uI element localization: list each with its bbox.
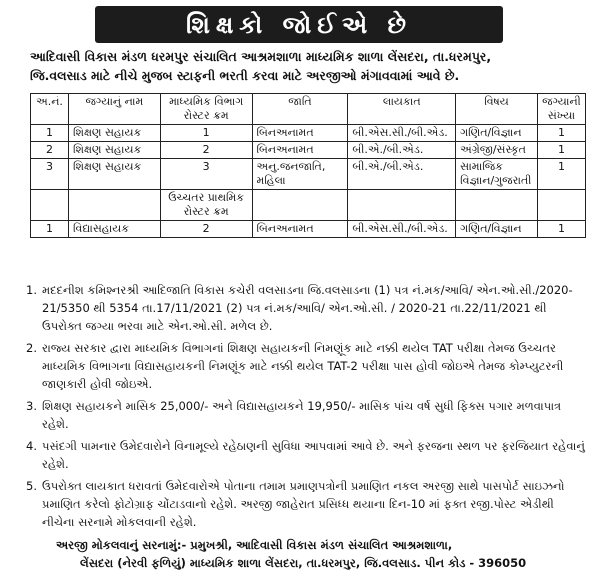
cell-count: 1 bbox=[537, 159, 585, 190]
cell-caste: બિનઅનામત bbox=[252, 125, 348, 142]
table-row bbox=[31, 142, 586, 159]
intro-line-1: આદિવાસી વિકાસ મંડળ ધરમપુર સંચાલિત આશ્રમશાળા માધ્યમિક શાળા લેંસદરા, તા.ધરમપુર, bbox=[30, 49, 492, 64]
address-block bbox=[56, 536, 586, 572]
cell-qualification: બી.એ./બી.એડ. bbox=[348, 142, 456, 159]
address-label: અરજી મોકલવાનું સરનામું:- bbox=[56, 538, 187, 552]
list-item: 3. શિક્ષણ સહાયકને માસિક 25,000/- અને વિદ્યાસહાયકને 19,950/- માસિક પાંચ વર્ષ સુધી ફિક્સ પગાર મળવાપાત્ર રહેશે. bbox=[26, 399, 562, 431]
cell-subject: ગણિત/વિજ્ઞાન bbox=[456, 125, 538, 142]
vacancy-table bbox=[30, 93, 586, 238]
header-post: જગ્યાનું નામ bbox=[68, 94, 160, 125]
cell-count: 1 bbox=[537, 142, 585, 159]
cell-subject: ગણિત/વિજ્ઞાન bbox=[456, 221, 538, 238]
list-item: 4. પસંદગી પામનાર ઉમેદવારોને વિનામૂલ્યે રહેઠાણની સુવિધા આપવામાં આવે છે. અને ફરજના સ્થળ પર ફરજિયાત રહેવાનું રહેશે. bbox=[26, 439, 585, 471]
cell-post: શિક્ષણ સહાયક bbox=[68, 142, 160, 159]
list-item: 2. રાજ્ય સરકાર દ્વારા માધ્યમિક વિભાગનાં શિક્ષણ સહાયકની નિમણૂંક માટે નક્કી થયેલ TAT પરીક્ષા તેમજ ઉચ્ચતર માધ્યમિક વિભાગના વિદ્યાસહાયકની નિમણૂંક માટે નક્કી થયેલ TAT-2 પરીક્ષા પાસ હોવી જોઇએ તેમજ કોમ્પ્યુટરની જાણકારી હોવી જોઇએ. bbox=[26, 341, 564, 391]
cell-roster-heading: ઉચ્ચતર પ્રાથમિક રોસ્ટર ક્રમ bbox=[160, 190, 252, 221]
cell-sr: 1 bbox=[31, 125, 69, 142]
list-item: 1. મદદનીશ કમિશ્નરશ્રી આદિજાતિ વિકાસ કચેરી વલસાડના જિ.વલસાડના (1) પત્ર નં.મક/આવિ/ એન.ઓ.સી./2020-21/5350 થી 5354 તા.17/11/2021 (2) પત્ર નં.મક/આવિ/ એન.ઓ.સી. / 2020-21 તા.22/11/2021 થી ઉપરોક્ત જગ્યા ભરવા માટે એન.ઓ.સી. મળેલ છે. bbox=[26, 283, 573, 333]
address-line-1: પ્રમુખશ્રી, આદિવાસી વિકાસ મંડળ સંચાલિત આશ્રમશાળા, bbox=[190, 538, 453, 552]
cell-qualification: બી.એસ.સી./બી.એડ. bbox=[348, 125, 456, 142]
cell-caste: બિનઅનામત bbox=[252, 221, 348, 238]
cell-qualification: બી.એ./બી.એડ. bbox=[348, 159, 456, 190]
cell-roster: 2 bbox=[160, 142, 252, 159]
cell-roster: 3 bbox=[160, 159, 252, 190]
terms-list bbox=[26, 281, 588, 535]
cell-caste: બિનઅનામત bbox=[252, 142, 348, 159]
cell-count: 1 bbox=[537, 125, 585, 142]
table-row bbox=[31, 125, 586, 142]
cell-post: શિક્ષણ સહાયક bbox=[68, 159, 160, 190]
header-sr: અ.નં. bbox=[31, 94, 69, 125]
intro-line-2: જિ.વલસાડ માટે નીચે મુજબ સ્ટાફની ભરતી કરવા માટે અરજીઓ મંગાવવામાં આવે છે. bbox=[30, 68, 460, 83]
cell-sr: 3 bbox=[31, 159, 69, 190]
cell-subject: સામાજિક વિજ્ઞાન/ગુજરાતી bbox=[456, 159, 538, 190]
cell-roster: 2 bbox=[160, 221, 252, 238]
header-caste: જાતિ bbox=[252, 94, 348, 125]
banner-title: શિક્ષકો જોઈએ છે bbox=[185, 10, 413, 39]
cell-sr: 2 bbox=[31, 142, 69, 159]
table-row bbox=[31, 159, 586, 190]
header-vacancies: જગ્યાની સંખ્યા bbox=[537, 94, 585, 125]
table-row bbox=[31, 221, 586, 238]
table-header-row bbox=[31, 94, 586, 125]
list-item: 5. ઉપરોક્ત લાયકાત ધરાવતાં ઉમેદવારોએ પોતાના તમામ પ્રમાણપત્રોની પ્રમાણિત નકલ અરજી સાથે પાસપોર્ટ સાઇઝનો પ્રમાણિત કરેલો ફોટોગ્રાફ ચોંટાડવાનો રહેશે. અરજી જાહેરાત પ્રસિધ્ધ થયાના દિન-10 માં ફક્ત રજી.પોસ્ટ એડીથી નીચેના સરનામે મોકલવાની રહેશે. bbox=[26, 479, 565, 529]
cell-post: શિક્ષણ સહાયક bbox=[68, 125, 160, 142]
cell-qualification: બી.એસ.સી./બી.એડ. bbox=[348, 221, 456, 238]
table-row-section-header bbox=[31, 190, 586, 221]
intro-paragraph bbox=[30, 47, 590, 85]
header-subject: વિષય bbox=[456, 94, 538, 125]
cell-caste: અનુ.જનજાતિ, મહિલા bbox=[252, 159, 348, 190]
cell-roster: 1 bbox=[160, 125, 252, 142]
cell-sr: 1 bbox=[31, 221, 69, 238]
title-banner bbox=[95, 6, 503, 43]
address-line-2: લેંસદરા (નેરવી ફળિયું) માધ્યમિક શાળા લેંસદરા, તા.ધરમપુર, જિ.વલસાડ. પીન કોડ - 396050 bbox=[80, 556, 527, 570]
cell-post: વિદ્યાસહાયક bbox=[68, 221, 160, 238]
cell-subject: અંગ્રેજી/સંસ્કૃત bbox=[456, 142, 538, 159]
header-qualification: લાયકાત bbox=[348, 94, 456, 125]
cell-count: 1 bbox=[537, 221, 585, 238]
header-roster: માધ્યમિક વિભાગ રોસ્ટર ક્રમ bbox=[160, 94, 252, 125]
